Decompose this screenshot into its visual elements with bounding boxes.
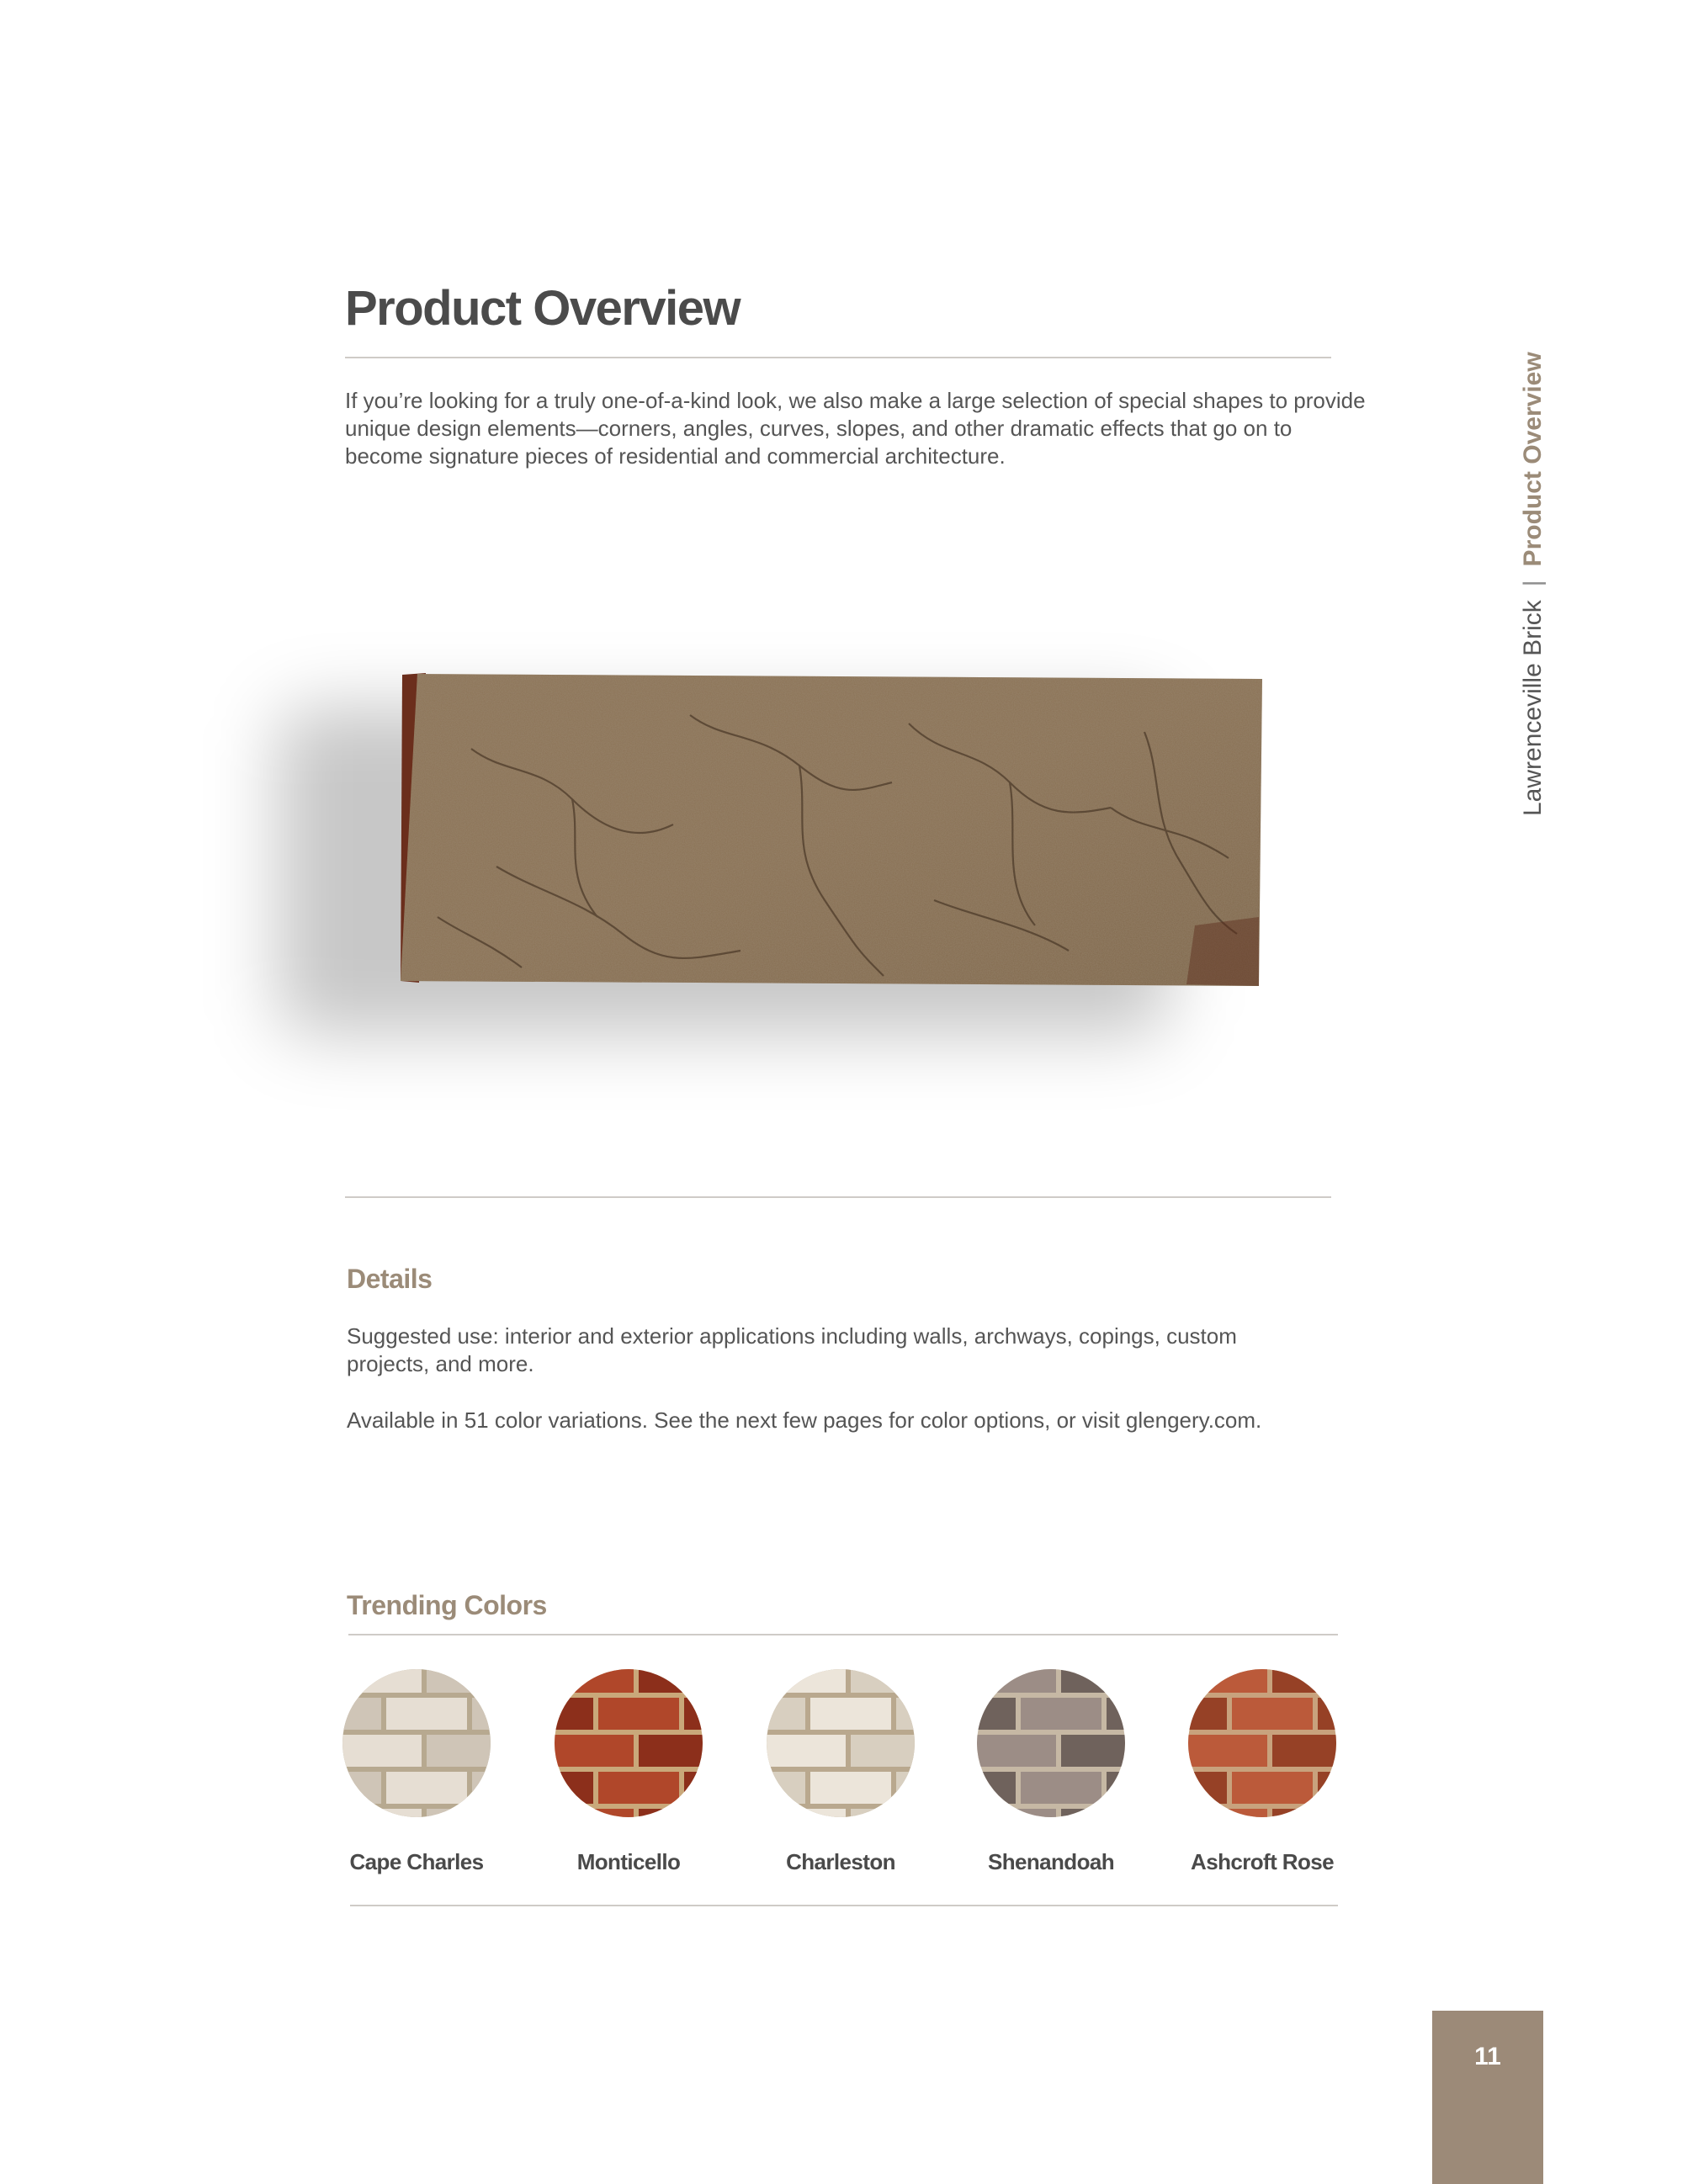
details-suggested-use: Suggested use: interior and exterior applications including walls, archways, copings, custom projects, and more. <box>347 1323 1237 1376</box>
swatch-brick <box>1186 1809 1267 1819</box>
swatch-brick <box>896 1772 916 1804</box>
swatch-brick <box>1061 1735 1127 1767</box>
swatch-brick <box>472 1698 492 1730</box>
swatch-brick <box>765 1667 846 1693</box>
swatch-brick <box>1061 1667 1127 1693</box>
running-header-separator: | <box>1519 580 1547 587</box>
swatch-brick <box>1232 1772 1313 1804</box>
swatch-brick <box>341 1667 422 1693</box>
swatch-brick <box>1272 1735 1338 1767</box>
swatch-brick <box>386 1772 467 1804</box>
swatch-brick <box>765 1735 846 1767</box>
swatch-label: Monticello <box>576 1849 681 1874</box>
swatch-brick <box>975 1772 1016 1804</box>
swatch-brick <box>975 1809 1056 1819</box>
swatch-brick <box>1186 1772 1227 1804</box>
swatch-brick <box>341 1772 381 1804</box>
running-header <box>1519 352 1547 816</box>
swatch-brick <box>684 1698 704 1730</box>
page-number-tab <box>1432 2011 1543 2184</box>
brick-image <box>219 648 1346 1085</box>
swatch-ashcroft-rose <box>1186 1667 1338 1819</box>
swatch-brick <box>1021 1698 1101 1730</box>
swatch-brick <box>1107 1698 1127 1730</box>
swatch-brick <box>553 1809 634 1819</box>
swatch-brick <box>427 1809 492 1819</box>
swatch-brick <box>1272 1667 1338 1693</box>
brick-photo <box>219 648 1346 1085</box>
page-number: 11 <box>1474 2043 1501 2070</box>
swatch-brick <box>341 1698 381 1730</box>
swatch-brick <box>553 1772 593 1804</box>
swatch-brick <box>1186 1667 1267 1693</box>
trending-divider-top <box>348 1634 1338 1635</box>
swatch-brick <box>427 1735 492 1767</box>
swatch-brick <box>975 1735 1056 1767</box>
swatch-brick <box>810 1698 891 1730</box>
brick-texture <box>401 674 1262 986</box>
swatch-brick <box>639 1809 704 1819</box>
swatch-label: Shenandoah <box>987 1849 1114 1874</box>
swatch-label: Ashcroft Rose <box>1191 1849 1334 1874</box>
swatch-brick <box>975 1667 1056 1693</box>
section-divider <box>345 1196 1331 1198</box>
swatch-brick <box>1318 1772 1338 1804</box>
swatch-brick <box>553 1698 593 1730</box>
details-availability: Available in 51 color variations. See the next few pages for color options, or visit glengery.com. <box>347 1407 1262 1433</box>
swatch-brick <box>765 1698 805 1730</box>
swatch-brick <box>851 1735 916 1767</box>
trending-colors-heading: Trending Colors <box>347 1590 547 1620</box>
details-heading: Details <box>347 1264 433 1294</box>
swatch-brick <box>598 1698 679 1730</box>
swatch-brick <box>427 1667 492 1693</box>
swatch-brick <box>851 1667 916 1693</box>
swatch-brick <box>341 1735 422 1767</box>
swatch-brick <box>553 1667 634 1693</box>
swatch-monticello <box>553 1667 704 1819</box>
swatch-brick <box>639 1667 704 1693</box>
swatch-brick <box>765 1772 805 1804</box>
swatch-brick <box>851 1809 916 1819</box>
title-divider <box>345 357 1331 358</box>
swatch-brick <box>598 1772 679 1804</box>
swatch-brick <box>1021 1772 1101 1804</box>
swatch-brick <box>1232 1698 1313 1730</box>
swatch-brick <box>341 1809 422 1819</box>
swatch-brick <box>810 1772 891 1804</box>
swatch-brick <box>639 1735 704 1767</box>
swatch-shenandoah <box>975 1667 1127 1819</box>
running-header-brand: Lawrenceville Brick <box>1519 600 1547 816</box>
swatch-charleston <box>765 1667 916 1819</box>
trending-divider-bottom <box>350 1905 1338 1906</box>
swatch-brick <box>386 1698 467 1730</box>
swatch-brick <box>1061 1809 1127 1819</box>
swatch-label: Charleston <box>786 1849 895 1874</box>
swatch-brick <box>765 1809 846 1819</box>
swatch-brick <box>553 1735 634 1767</box>
page-title: Product Overview <box>345 281 740 336</box>
swatch-brick <box>975 1698 1016 1730</box>
swatch-brick <box>472 1772 492 1804</box>
swatch-brick <box>1107 1772 1127 1804</box>
swatch-brick <box>896 1698 916 1730</box>
swatch-cape-charles <box>341 1667 492 1819</box>
swatch-brick <box>1186 1698 1227 1730</box>
intro-paragraph: If you’re looking for a truly one-of-a-kind look, we also make a large selection of special shapes to provide unique design elements—corners, angles, curves, slopes, and other dramatic effects that go on to become signature pieces of residential and commercial architecture. <box>345 388 1366 469</box>
swatch-brick <box>1318 1698 1338 1730</box>
swatch-brick <box>684 1772 704 1804</box>
swatch-brick <box>1272 1809 1338 1819</box>
running-header-section: Product Overview <box>1519 352 1547 567</box>
swatch-brick <box>1186 1735 1267 1767</box>
swatch-label: Cape Charles <box>349 1849 484 1874</box>
